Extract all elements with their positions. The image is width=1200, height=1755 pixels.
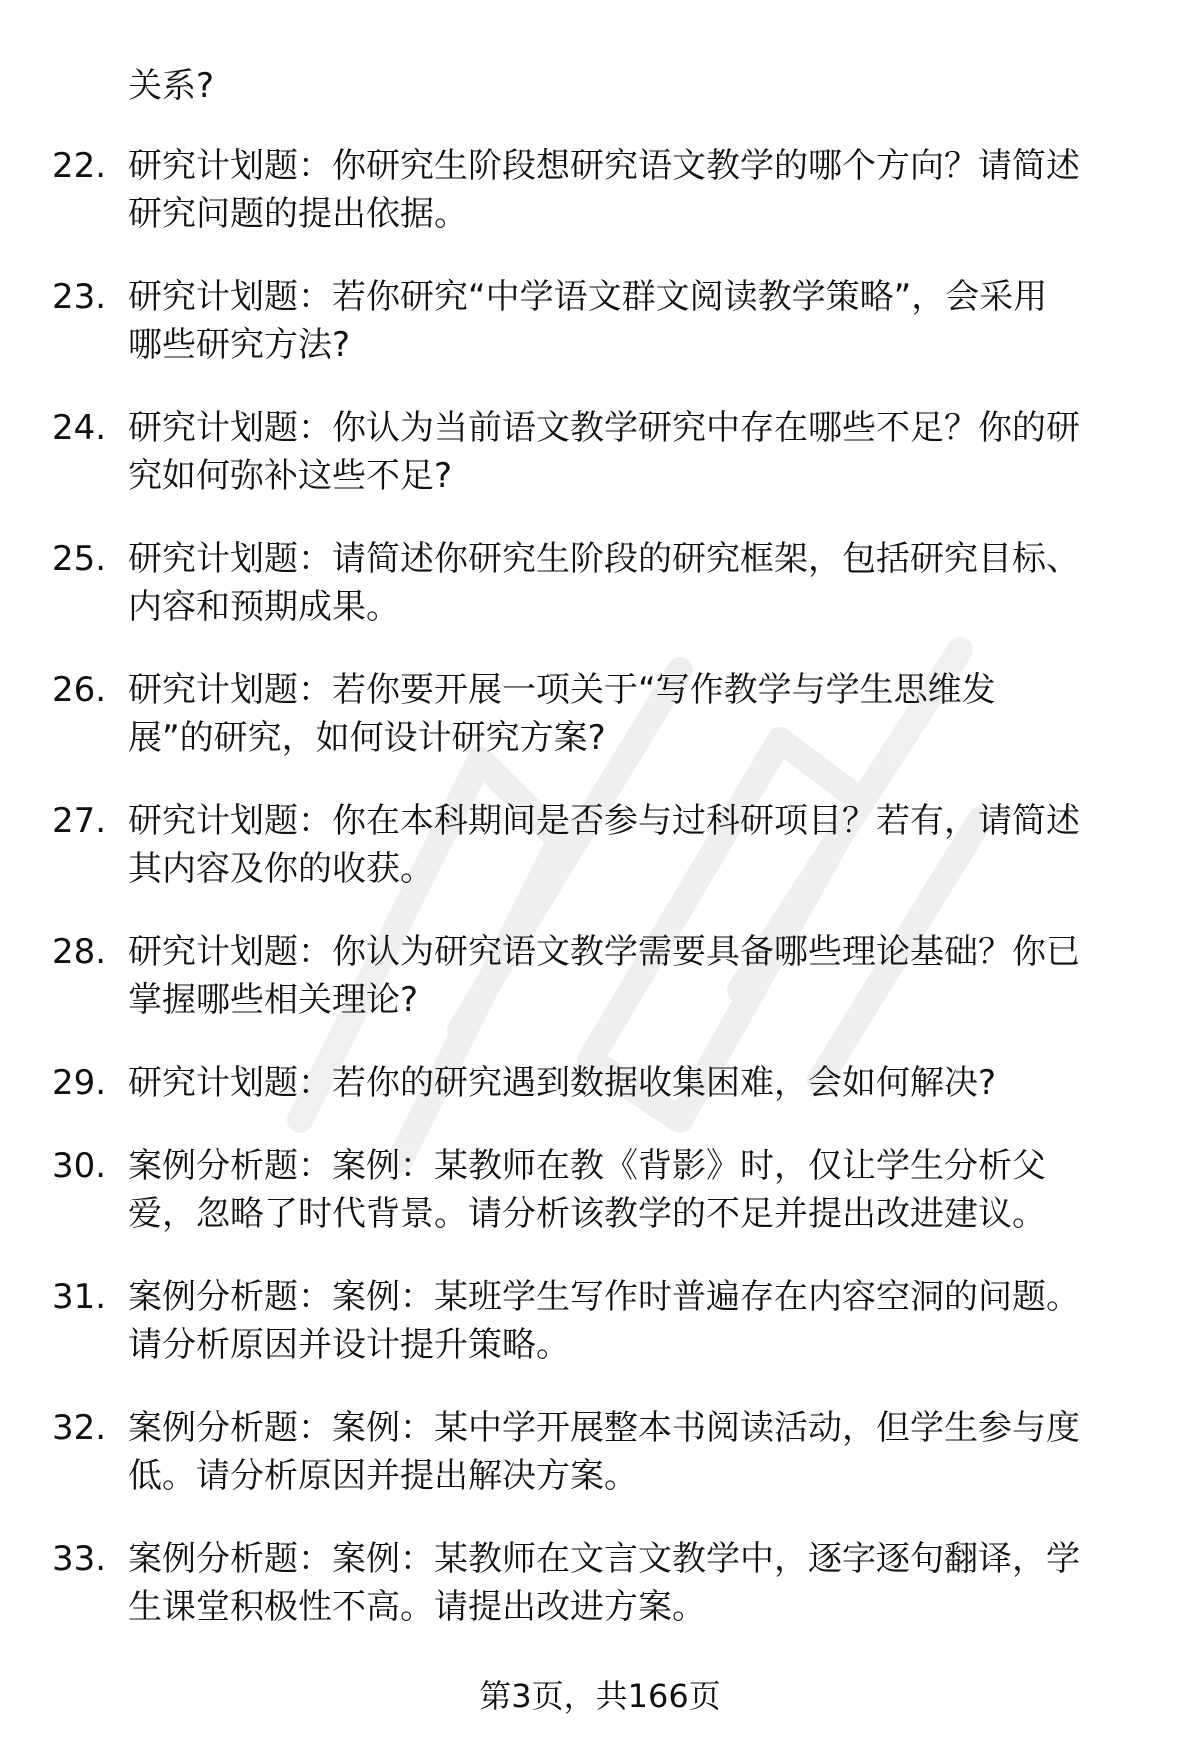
question-text-line: 掌握哪些相关理论? [128, 980, 419, 1020]
question-number: 32. [52, 1408, 107, 1448]
list-item [0, 1535, 1200, 1666]
list-item [0, 535, 1200, 666]
question-text-line: 内容和预期成果。 [128, 587, 400, 627]
list-item [0, 666, 1200, 797]
question-text-line: 案例分析题：案例：某班学生写作时普遍存在内容空洞的问题。 [128, 1277, 1080, 1317]
question-text-line: 爱，忽略了时代背景。请分析该教学的不足并提出改进建议。 [128, 1194, 1046, 1234]
list-item [0, 1059, 1200, 1142]
question-text-line: 案例分析题：案例：某教师在教《背影》时，仅让学生分析父 [128, 1146, 1046, 1186]
question-text-line: 生课堂积极性不高。请提出改进方案。 [128, 1587, 706, 1627]
list-item [0, 273, 1200, 404]
question-number: 26. [52, 670, 107, 710]
list-item [0, 1404, 1200, 1535]
question-number: 22. [52, 146, 107, 186]
page-number-footer: 第3页，共166页 [479, 1677, 721, 1715]
question-text-line: 展”的研究，如何设计研究方案? [128, 718, 606, 758]
list-item [0, 797, 1200, 928]
question-number: 27. [52, 801, 107, 841]
question-text-line: 研究计划题：你认为研究语文教学需要具备哪些理论基础？你已 [128, 932, 1080, 972]
list-item [0, 142, 1200, 273]
list-item [0, 928, 1200, 1059]
question-text-line: 请分析原因并设计提升策略。 [128, 1325, 570, 1365]
question-text-line: 研究计划题：你在本科期间是否参与过科研项目？若有，请简述 [128, 801, 1080, 841]
question-text-line: 案例分析题：案例：某教师在文言文教学中，逐字逐句翻译，学 [128, 1539, 1080, 1579]
question-text-line: 研究计划题：若你的研究遇到数据收集困难，会如何解决? [128, 1063, 997, 1103]
question-list [0, 142, 1200, 1666]
question-text-line: 哪些研究方法? [128, 325, 351, 365]
question-text-line: 研究计划题：请简述你研究生阶段的研究框架，包括研究目标、 [128, 539, 1080, 579]
list-item [0, 1142, 1200, 1273]
question-text-line: 研究计划题：你认为当前语文教学研究中存在哪些不足？你的研 [128, 408, 1080, 448]
question-number: 29. [52, 1063, 107, 1103]
question-text-line: 研究计划题：你研究生阶段想研究语文教学的哪个方向？请简述 [128, 146, 1080, 186]
question-number: 33. [52, 1539, 107, 1579]
question-text-line: 其内容及你的收获。 [128, 849, 434, 889]
question-number: 24. [52, 408, 107, 448]
question-number: 23. [52, 277, 107, 317]
list-item [0, 1273, 1200, 1404]
list-item [0, 404, 1200, 535]
question-number: 25. [52, 539, 107, 579]
question-text-line: 究如何弥补这些不足? [128, 456, 453, 496]
question-text-line: 低。请分析原因并提出解决方案。 [128, 1456, 638, 1496]
question-text-line: 研究计划题：若你研究“中学语文群文阅读教学策略”，会采用 [128, 277, 1048, 317]
question-number: 31. [52, 1277, 107, 1317]
continuation-text: 关系? [128, 66, 215, 106]
question-text-line: 研究计划题：若你要开展一项关于“写作教学与学生思维发 [128, 670, 996, 710]
question-number: 28. [52, 932, 107, 972]
question-text-line: 研究问题的提出依据。 [128, 194, 468, 234]
question-text-line: 案例分析题：案例：某中学开展整本书阅读活动，但学生参与度 [128, 1408, 1080, 1448]
question-number: 30. [52, 1146, 107, 1186]
